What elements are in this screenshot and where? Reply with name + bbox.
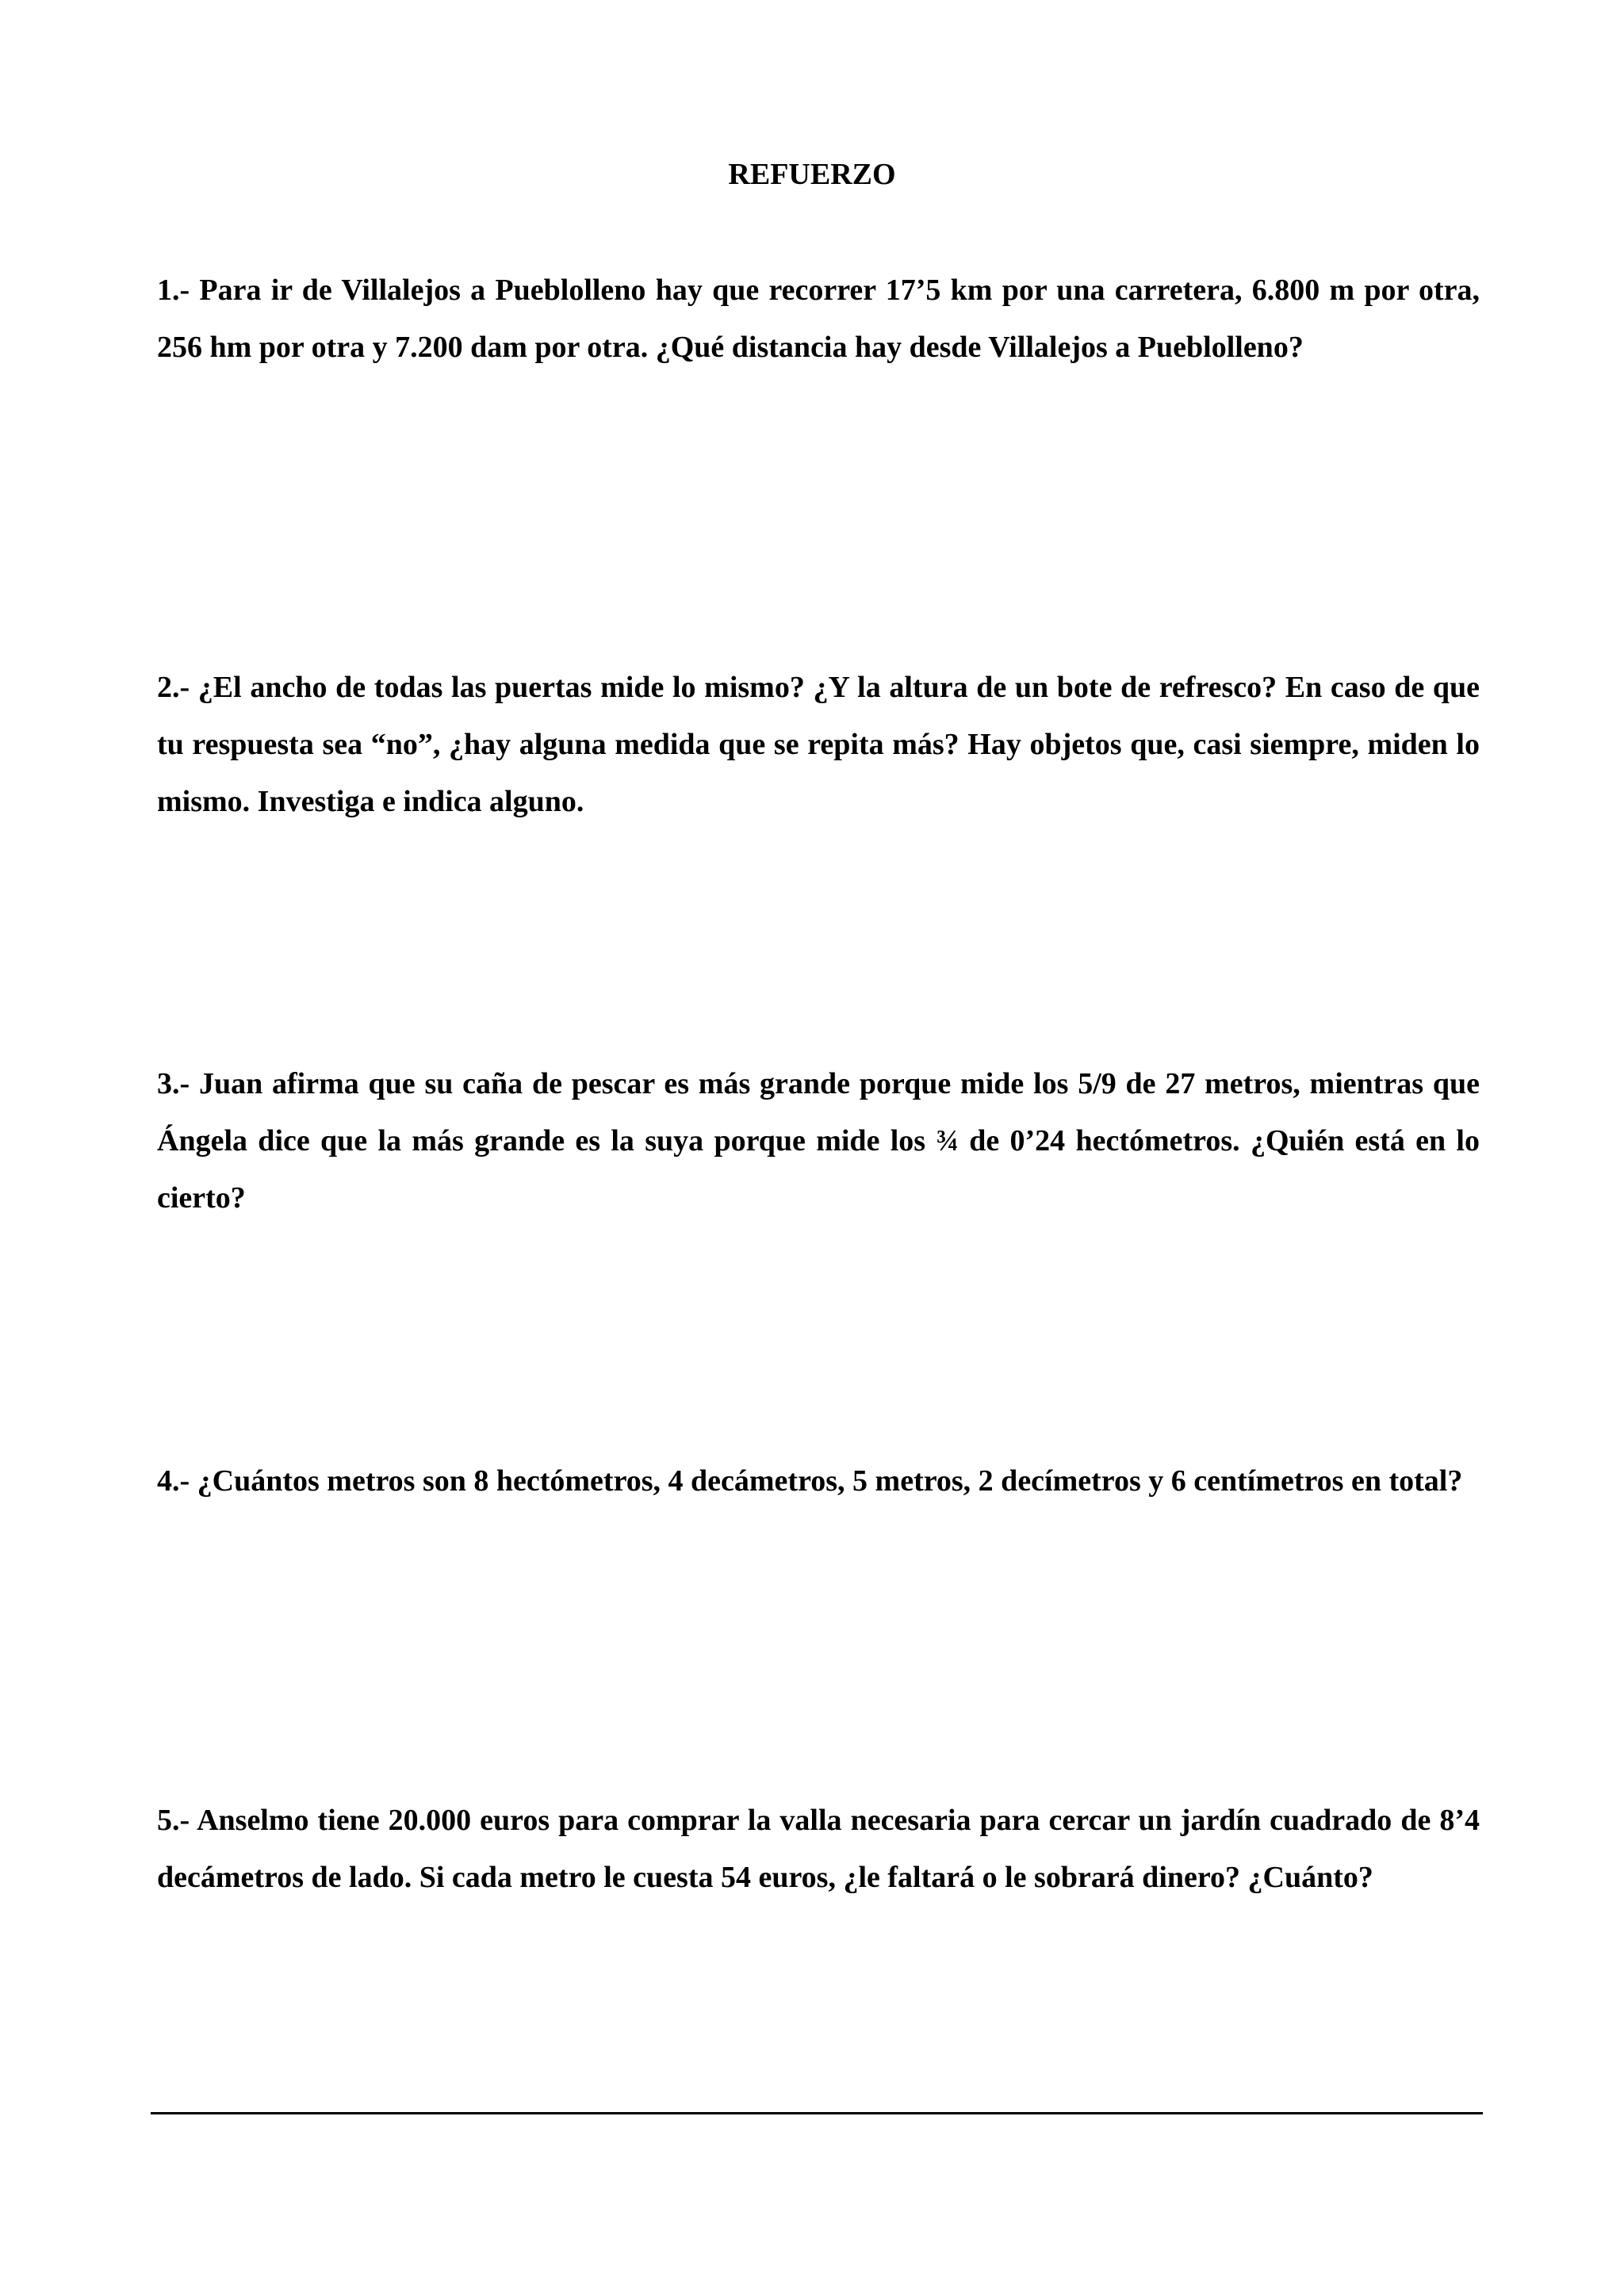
- problem-3: 3.- Juan afirma que su caña de pescar es más grande porque mide los 5/9 de 27 metros, mientras que Ángela dice que la más grande es la suya porque mide los ¾ de 0’24 hectómetros. ¿Quién está en lo cierto?: [157, 1067, 1480, 1215]
- page-title: REFUERZO: [728, 158, 896, 191]
- problem-1: 1.- Para ir de Villalejos a Pueblolleno hay que recorrer 17’5 km por una carretera, 6.800 m por otra, 256 hm por otra y 7.200 dam por otra. ¿Qué distancia hay desde Villalejos a Pueblolleno?: [157, 274, 1480, 364]
- problem-2: 2.- ¿El ancho de todas las puertas mide lo mismo? ¿Y la altura de un bote de refresco? En caso de que tu respuesta sea “no”, ¿hay alguna medida que se repita más? Hay objetos que, casi siempre, miden lo mismo. Investiga e indica alguno.: [157, 671, 1480, 818]
- problem-4: 4.- ¿Cuántos metros son 8 hectómetros, 4 decámetros, 5 metros, 2 decímetros y 6 centímetros en total?: [157, 1464, 1463, 1498]
- problem-5: 5.- Anselmo tiene 20.000 euros para comprar la valla necesaria para cercar un jardín cuadrado de 8’4 decámetros de lado. Si cada metro le cuesta 54 euros, ¿le faltará o le sobrará dinero? ¿Cuánto?: [157, 1804, 1480, 1894]
- footer-divider: [151, 2112, 1483, 2114]
